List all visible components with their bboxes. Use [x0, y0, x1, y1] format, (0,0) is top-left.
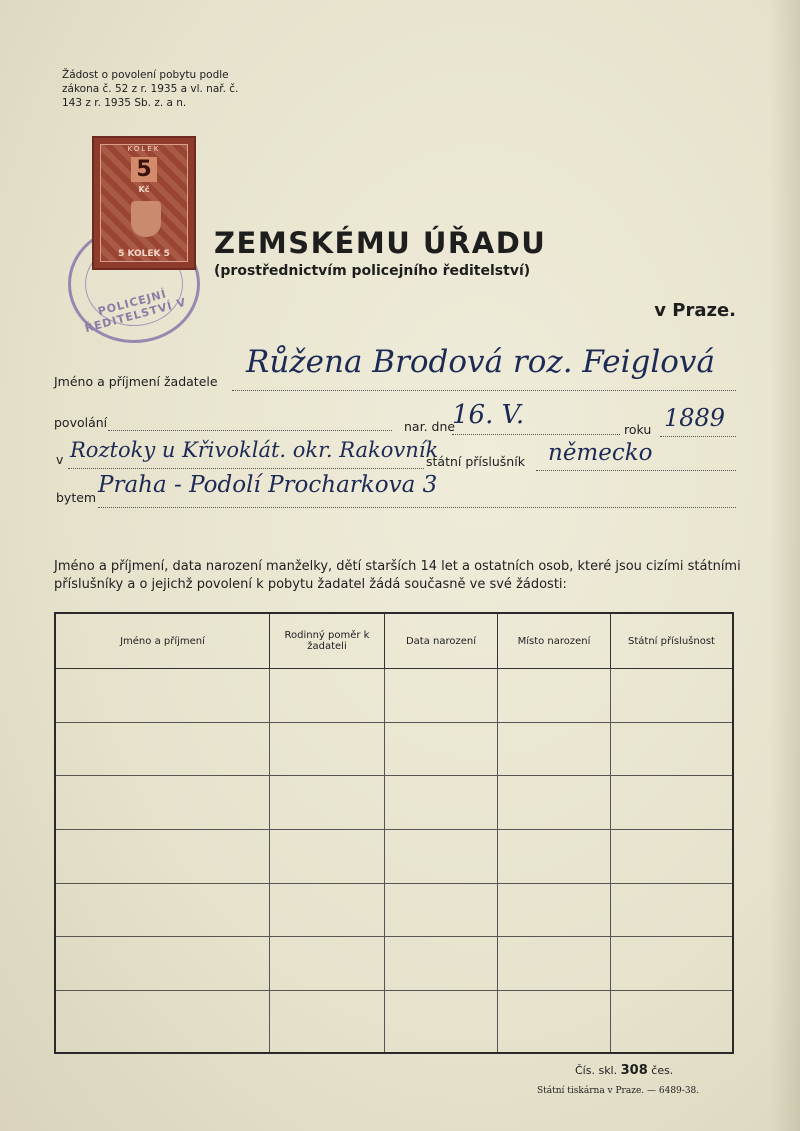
printer-imprint: Státní tiskárna v Praze. — 6489-38.	[537, 1086, 700, 1096]
table-cell[interactable]	[270, 937, 385, 991]
name-line	[232, 390, 736, 391]
table-cell[interactable]	[385, 883, 498, 937]
table-cell[interactable]	[270, 776, 385, 830]
citizenship-field[interactable]: německo	[548, 440, 653, 466]
table-cell[interactable]	[385, 776, 498, 830]
table-cell[interactable]	[611, 883, 734, 937]
seal-text: POLICEJNÍ ŘEDITELSTVÍ V	[83, 287, 188, 336]
family-members-table	[54, 612, 734, 1054]
column-header-birth-place: Místo narození	[498, 613, 611, 669]
table-cell[interactable]	[385, 937, 498, 991]
table-row	[55, 990, 733, 1053]
table-cell[interactable]	[498, 990, 611, 1053]
birth-date-field[interactable]: 16. V.	[452, 400, 525, 430]
table-header-row	[55, 613, 733, 669]
residence-line	[98, 507, 736, 508]
name-label: Jméno a příjmení žadatele	[54, 374, 218, 389]
lion-emblem-icon	[131, 201, 161, 237]
family-members-instructions: Jméno a příjmení, data narození manželky, dětí starších 14 let a ostatních osob, které jsou cizími státními příslušníky a o jejichž povolení k pobytu žadatel žádá současně ve své žádosti:	[54, 559, 741, 592]
table-cell[interactable]	[55, 990, 270, 1053]
table-cell[interactable]	[611, 829, 734, 883]
column-header-birth-date: Data narození	[385, 613, 498, 669]
office-title: ZEMSKÉMU ÚŘADU	[214, 226, 547, 260]
stamp-bottom-text: 5 KOLEK 5	[118, 249, 170, 259]
table-cell[interactable]	[385, 722, 498, 776]
birthplace-line	[68, 468, 424, 469]
residence-label: bytem	[56, 490, 97, 505]
paper-edge-shadow	[770, 0, 800, 1131]
table-cell[interactable]	[498, 722, 611, 776]
table-cell[interactable]	[270, 883, 385, 937]
birth-date-line	[452, 434, 620, 435]
residence-field[interactable]: Praha - Podolí Procharkova 3	[98, 472, 438, 498]
table-row	[55, 829, 733, 883]
catalog-suffix: čes.	[651, 1064, 674, 1077]
table-row	[55, 669, 733, 723]
citizenship-label: státní příslušník	[426, 454, 525, 469]
table-cell[interactable]	[270, 722, 385, 776]
birthplace-label: v	[56, 452, 64, 467]
table-cell[interactable]	[270, 829, 385, 883]
table-cell[interactable]	[498, 937, 611, 991]
occupation-line	[108, 430, 392, 431]
table-cell[interactable]	[611, 937, 734, 991]
table-row	[55, 937, 733, 991]
table-row	[55, 776, 733, 830]
stamp-pattern	[100, 144, 188, 262]
column-header-name: Jméno a příjmení	[55, 613, 270, 669]
table-row	[55, 883, 733, 937]
occupation-label: povolání	[54, 415, 108, 430]
table-cell[interactable]	[498, 883, 611, 937]
table-cell[interactable]	[55, 722, 270, 776]
catalog-number	[575, 1063, 673, 1078]
table-cell[interactable]	[55, 829, 270, 883]
table-cell[interactable]	[498, 669, 611, 723]
birth-year-line	[660, 436, 736, 437]
stamp-unit: Kč	[138, 185, 150, 194]
table-cell[interactable]	[611, 669, 734, 723]
column-header-citizenship: Státní příslušnost	[611, 613, 734, 669]
law-reference-note: Žádost o povolení pobytu podle zákona č. 52 z r. 1935 a vl. nař. č. 143 z r. 1935 Sb. z. a n.	[62, 69, 239, 109]
stamp-top-text: KOLEK	[127, 145, 161, 153]
table-cell[interactable]	[55, 937, 270, 991]
birth-year-field[interactable]: 1889	[664, 404, 726, 432]
stamp-value: 5	[131, 157, 157, 182]
column-header-relation: Rodinný poměr k žadateli	[270, 613, 385, 669]
table-cell[interactable]	[498, 776, 611, 830]
catalog-prefix: Čís. skl.	[575, 1064, 618, 1077]
table-cell[interactable]	[611, 990, 734, 1053]
table-cell[interactable]	[270, 669, 385, 723]
table-cell[interactable]	[385, 669, 498, 723]
table-row	[55, 722, 733, 776]
applicant-name-field[interactable]: Růžena Brodová roz. Feiglová	[246, 344, 715, 380]
table-cell[interactable]	[55, 883, 270, 937]
table-cell[interactable]	[385, 990, 498, 1053]
table-cell[interactable]	[55, 776, 270, 830]
birth-date-label: nar. dne	[404, 419, 456, 434]
catalog-number-value: 308	[620, 1063, 648, 1078]
office-city: v Praze.	[654, 300, 736, 321]
table-cell[interactable]	[611, 776, 734, 830]
table-cell[interactable]	[498, 829, 611, 883]
table-cell[interactable]	[270, 990, 385, 1053]
table-cell[interactable]	[385, 829, 498, 883]
revenue-stamp	[92, 136, 196, 270]
citizenship-line	[536, 470, 736, 471]
office-subtitle: (prostřednictvím policejního ředitelství)	[214, 263, 531, 279]
table-cell[interactable]	[55, 669, 270, 723]
table-cell[interactable]	[611, 722, 734, 776]
birthplace-field[interactable]: Roztoky u Křivoklát. okr. Rakovník	[70, 438, 439, 462]
birth-year-label: roku	[624, 422, 652, 437]
